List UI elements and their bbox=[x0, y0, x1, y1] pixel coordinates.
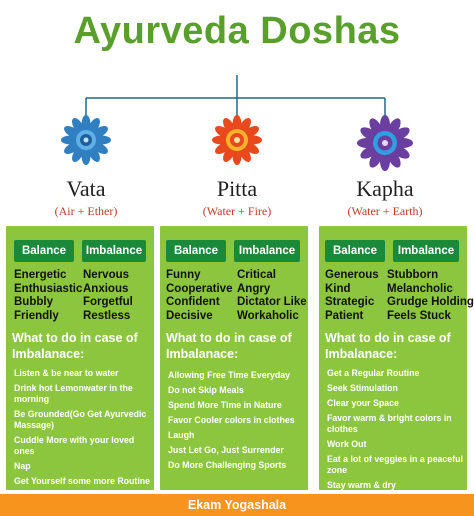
trait: Confident bbox=[166, 296, 220, 308]
balance-traits bbox=[14, 269, 82, 323]
imbalance-traits bbox=[387, 269, 474, 323]
trait: Funny bbox=[166, 269, 201, 281]
trait: Melancholic bbox=[387, 282, 453, 295]
imbalance-traits bbox=[237, 269, 307, 323]
trait: Angry bbox=[237, 282, 271, 295]
todo-item: Spend More Time in Nature bbox=[168, 400, 282, 410]
trait: Stubborn bbox=[387, 269, 439, 281]
trait: Workaholic bbox=[237, 309, 299, 322]
dosha-name: Kapha bbox=[356, 176, 414, 201]
footer-brand: Ekam Yogashala bbox=[0, 494, 474, 516]
todo-item: Be Grounded(Go Get Ayurvedic Massage) bbox=[14, 409, 147, 430]
imbalance-tag: Imbalance bbox=[234, 240, 300, 262]
todo-list bbox=[327, 368, 467, 495]
trait: Nervous bbox=[83, 269, 130, 281]
dosha-heading-vata bbox=[11, 176, 161, 219]
todo-item: Eat a lot of veggies in a peaceful zone bbox=[327, 454, 463, 475]
trait: Critical bbox=[237, 269, 276, 281]
orange-mandala-icon bbox=[211, 114, 263, 166]
todo-item: Stay warm & dry bbox=[327, 480, 396, 490]
todo-item: Nap bbox=[14, 461, 31, 471]
trait: Feels Stuck bbox=[387, 309, 451, 322]
balance-traits bbox=[325, 269, 379, 323]
todo-item: Favor warm & bright colors in clothes bbox=[327, 413, 452, 434]
trait: Anxious bbox=[83, 282, 129, 295]
todo-item: Do More Challenging Sports bbox=[168, 460, 287, 470]
trait: Enthusiastic bbox=[14, 282, 83, 295]
todo-heading: What to do in case of Imbalanace: bbox=[166, 331, 292, 361]
dosha-elements: (Water + Fire) bbox=[202, 204, 272, 218]
trait: Restless bbox=[83, 309, 131, 322]
todo-heading: What to do in case of Imbalanace: bbox=[325, 331, 451, 361]
todo-list bbox=[168, 370, 308, 475]
todo-item: Allowing Free Time Everyday bbox=[168, 370, 291, 380]
trait: Strategic bbox=[325, 296, 375, 308]
todo-item: Do not Skip Meals bbox=[168, 385, 244, 395]
todo-item: Laugh bbox=[168, 430, 195, 440]
dosha-name: Pitta bbox=[216, 176, 258, 201]
dosha-name: Vata bbox=[66, 176, 106, 201]
trait: Patient bbox=[325, 309, 364, 322]
dosha-panel-vata bbox=[6, 226, 154, 490]
todo-item: Drink hot Lemonwater in the morning bbox=[14, 383, 133, 404]
balance-tag: Balance bbox=[14, 240, 74, 262]
todo-heading: What to do in case of Imbalanace: bbox=[12, 331, 138, 361]
balance-traits bbox=[166, 269, 232, 323]
dosha-heading-kapha bbox=[310, 176, 460, 219]
todo-item: Seek Stimulation bbox=[327, 383, 398, 393]
imbalance-tag: Imbalance bbox=[82, 240, 146, 262]
todo-item: Get a Regular Routine bbox=[327, 368, 420, 378]
blue-mandala-icon bbox=[60, 114, 112, 166]
todo-item: Just Let Go, Just Surrender bbox=[168, 445, 284, 455]
dosha-heading-pitta bbox=[162, 176, 312, 219]
trait: Friendly bbox=[14, 309, 59, 322]
trait: Bubbly bbox=[14, 296, 53, 308]
trait: Kind bbox=[325, 282, 351, 295]
todo-item: Work Out bbox=[327, 439, 367, 449]
page-title: Ayurveda Doshas bbox=[73, 10, 401, 52]
dosha-panel-kapha bbox=[319, 226, 474, 490]
trait: Forgetful bbox=[83, 296, 133, 308]
balance-tag: Balance bbox=[325, 240, 385, 262]
dosha-elements: (Air + Ether) bbox=[54, 204, 118, 218]
trait: Decisive bbox=[166, 309, 213, 322]
imbalance-traits bbox=[83, 269, 133, 323]
imbalance-tag: Imbalance bbox=[393, 240, 459, 262]
balance-tag: Balance bbox=[166, 240, 226, 262]
todo-item: Listen & be near to water bbox=[14, 368, 119, 378]
trait: Cooperative bbox=[166, 282, 233, 295]
trait: Energetic bbox=[14, 269, 67, 281]
purple-mandala-icon bbox=[356, 114, 414, 172]
todo-list bbox=[14, 368, 154, 506]
dosha-elements: (Water + Earth) bbox=[347, 204, 423, 218]
trait: Generous bbox=[325, 269, 379, 281]
trait: Grudge Holding bbox=[387, 296, 474, 308]
trait: Dictator Like bbox=[237, 296, 307, 308]
todo-item: Cuddle More with your loved ones bbox=[14, 435, 135, 456]
dosha-panel-pitta bbox=[160, 226, 308, 490]
todo-item: Clear your Space bbox=[327, 398, 399, 408]
todo-item: Get Yourself some more Routine bbox=[14, 476, 151, 486]
todo-item: Favor Cooler colors in clothes bbox=[168, 415, 295, 425]
